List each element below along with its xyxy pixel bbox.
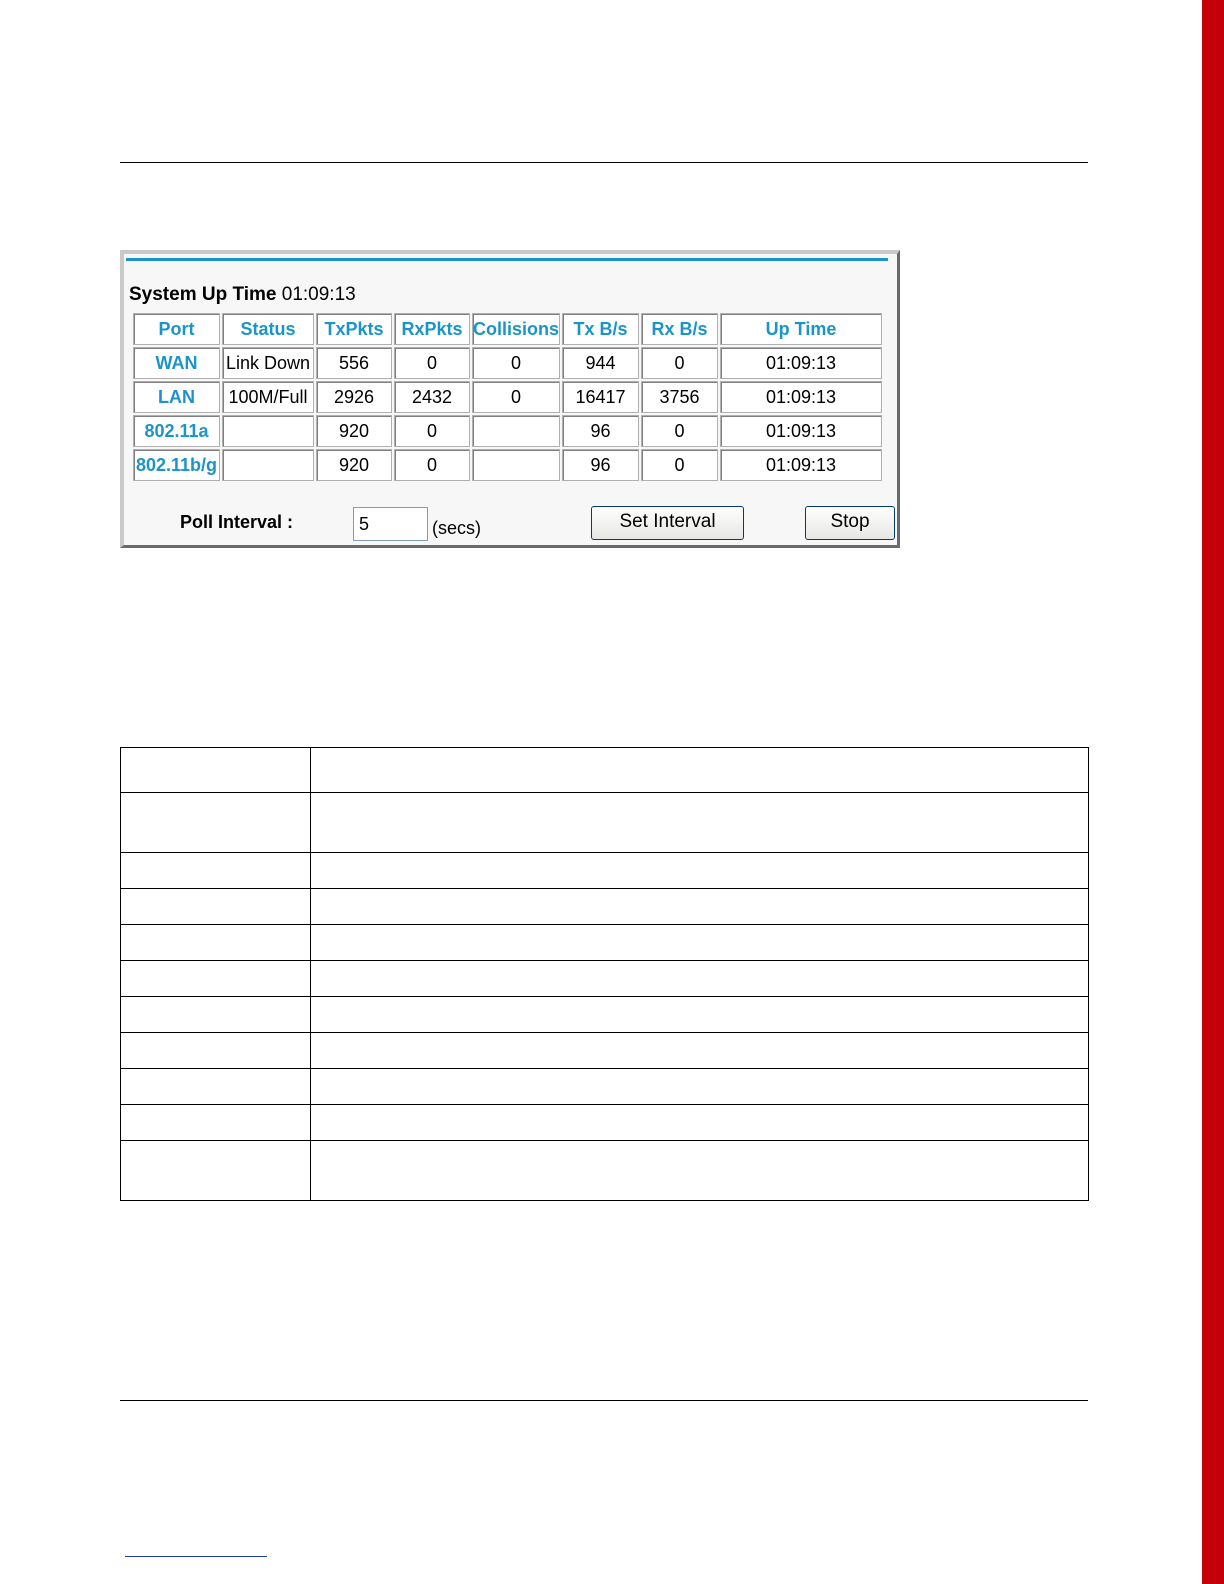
rxpkts-cell: 0 xyxy=(394,449,470,481)
status-cell: 100M/Full xyxy=(222,381,314,413)
stop-button[interactable]: Stop xyxy=(805,506,895,540)
column-header: RxPkts xyxy=(394,313,470,345)
table-cell xyxy=(311,1033,1089,1069)
txbs-cell: 96 xyxy=(562,449,639,481)
footer-link-underline[interactable] xyxy=(125,1556,267,1557)
table-cell xyxy=(121,961,311,997)
system-uptime-value: 01:09:13 xyxy=(281,284,356,305)
txbs-cell: 96 xyxy=(562,415,639,447)
column-header: Tx B/s xyxy=(562,313,639,345)
txpkts-cell: 920 xyxy=(316,449,392,481)
rxbs-cell: 0 xyxy=(641,415,718,447)
table-row xyxy=(121,1033,1089,1069)
collisions-cell: 0 xyxy=(472,347,560,379)
txpkts-cell: 2926 xyxy=(316,381,392,413)
port-statistics-table xyxy=(131,311,884,483)
txpkts-cell: 920 xyxy=(316,415,392,447)
table-cell xyxy=(121,1141,311,1201)
table-cell xyxy=(121,1069,311,1105)
column-header: TxPkts xyxy=(316,313,392,345)
column-header: Up Time xyxy=(720,313,882,345)
uptime-cell: 01:09:13 xyxy=(720,381,882,413)
panel-accent-line xyxy=(126,258,888,261)
table-row xyxy=(121,889,1089,925)
router-statistics-panel xyxy=(120,250,900,548)
table-cell xyxy=(311,1069,1089,1105)
table-cell xyxy=(121,748,311,793)
txpkts-cell: 556 xyxy=(316,347,392,379)
table-row xyxy=(121,853,1089,889)
table-cell xyxy=(121,997,311,1033)
status-cell xyxy=(222,449,314,481)
rxbs-cell: 3756 xyxy=(641,381,718,413)
column-header: Status xyxy=(222,313,314,345)
rxpkts-cell: 2432 xyxy=(394,381,470,413)
table-cell xyxy=(121,793,311,853)
system-uptime-label: System Up Time xyxy=(129,284,277,305)
table-row xyxy=(121,1141,1089,1201)
uptime-cell: 01:09:13 xyxy=(720,449,882,481)
table-cell xyxy=(311,889,1089,925)
table-cell xyxy=(311,925,1089,961)
table-cell xyxy=(121,889,311,925)
txbs-cell: 16417 xyxy=(562,381,639,413)
uptime-cell: 01:09:13 xyxy=(720,415,882,447)
field-description-table xyxy=(120,747,1089,1201)
table-row xyxy=(121,925,1089,961)
table-row xyxy=(121,793,1089,853)
bottom-rule xyxy=(120,1400,1088,1401)
table-cell xyxy=(311,1105,1089,1141)
status-cell xyxy=(222,415,314,447)
rxbs-cell: 0 xyxy=(641,449,718,481)
table-row xyxy=(133,347,882,379)
poll-interval-unit: (secs) xyxy=(432,518,481,538)
status-cell: Link Down xyxy=(222,347,314,379)
table-cell xyxy=(311,1141,1089,1201)
table-cell xyxy=(121,1105,311,1141)
table-row xyxy=(121,961,1089,997)
system-uptime xyxy=(129,284,356,306)
table-row xyxy=(133,415,882,447)
table-cell xyxy=(121,925,311,961)
chapter-side-bar xyxy=(1202,0,1224,1584)
table-row xyxy=(121,997,1089,1033)
txbs-cell: 944 xyxy=(562,347,639,379)
table-cell xyxy=(311,793,1089,853)
rxpkts-cell: 0 xyxy=(394,347,470,379)
table-row xyxy=(133,381,882,413)
column-header: Collisions xyxy=(472,313,560,345)
table-cell xyxy=(311,853,1089,889)
collisions-cell: 0 xyxy=(472,381,560,413)
table-cell xyxy=(311,961,1089,997)
table-row xyxy=(121,748,1089,793)
table-cell xyxy=(121,1033,311,1069)
set-interval-button[interactable]: Set Interval xyxy=(591,506,744,540)
collisions-cell xyxy=(472,415,560,447)
column-header: Rx B/s xyxy=(641,313,718,345)
rxpkts-cell: 0 xyxy=(394,415,470,447)
poll-interval-input[interactable] xyxy=(353,507,428,541)
port-cell: WAN xyxy=(133,347,220,379)
uptime-cell: 01:09:13 xyxy=(720,347,882,379)
port-cell: 802.11b/g xyxy=(133,449,220,481)
table-row xyxy=(121,1069,1089,1105)
table-cell xyxy=(311,748,1089,793)
port-cell: 802.11a xyxy=(133,415,220,447)
table-cell xyxy=(121,853,311,889)
table-row xyxy=(121,1105,1089,1141)
table-row xyxy=(133,449,882,481)
port-cell: LAN xyxy=(133,381,220,413)
collisions-cell xyxy=(472,449,560,481)
top-rule xyxy=(120,162,1088,163)
column-header: Port xyxy=(133,313,220,345)
rxbs-cell: 0 xyxy=(641,347,718,379)
table-header-row xyxy=(133,313,882,345)
poll-interval-label: Poll Interval : xyxy=(180,512,294,532)
table-cell xyxy=(311,997,1089,1033)
